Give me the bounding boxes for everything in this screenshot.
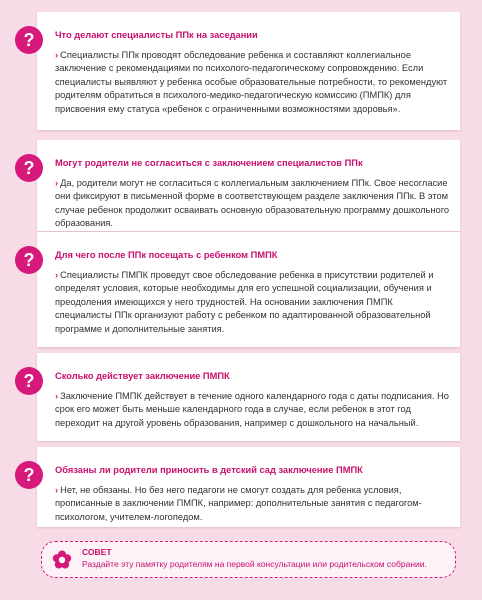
faq-card-4 [23, 353, 460, 441]
faq-card-title: Могут родители не согласиться с заключением специалистов ППк [55, 158, 363, 168]
faq-card-text: Специалисты ПМПК проведут свое обследование ребенка в присутствии родителей и определят условия, которые необходимы для его успешной социализации, обучения и преодоления имеющихся у него трудностей. На основании заключения ПМПК специалисты ППк организуют работу с ребенком по адаптированной образовательной программе и дополнительные занятия. [55, 270, 434, 334]
faq-card-answer [55, 177, 452, 231]
bullet-arrow-icon: › [55, 178, 59, 188]
faq-card-2 [23, 140, 460, 231]
faq-card-title: Обязаны ли родители приносить в детский сад заключение ПМПК [55, 465, 363, 475]
flower-icon [52, 550, 72, 570]
bullet-arrow-icon: › [55, 391, 59, 401]
faq-card-5 [23, 447, 460, 527]
faq-card-answer [55, 269, 452, 336]
faq-card-answer [55, 49, 452, 116]
tip-text: Раздайте эту памятку родителям на первой консультации или родительском собрании. [82, 559, 427, 569]
faq-card-answer [55, 390, 452, 430]
tip-box [41, 541, 456, 578]
question-icon: ? [15, 26, 43, 54]
question-icon: ? [15, 367, 43, 395]
faq-card-3 [23, 232, 460, 347]
faq-card-answer [55, 484, 452, 524]
faq-card-text: Да, родители могут не согласиться с коллегиальным заключением ППк. Свое несогласие они фиксируют в письменной форме в соответствующем разделе заключения ППк. В этом случае ребенок продолжит осваивать основную образовательную программу дошкольного образования. [55, 178, 450, 229]
bullet-arrow-icon: › [55, 485, 59, 495]
faq-card-text: Специалисты ППк проводят обследование ребенка и составляют коллегиальное заключение с рекомендациями по психолого-педагогическому сопровождению. Если специалисты выявляют у ребенка особые образовательные потребности, то рекомендуют родителям обратиться в психолого-медико-педагогическую комиссию (ПМПК) для присвоения ему статуса «ребенок с ограниченными возможностями здоровья». [55, 50, 448, 114]
question-icon: ? [15, 246, 43, 274]
question-icon: ? [15, 154, 43, 182]
faq-card-text: Нет, не обязаны. Но без него педагоги не смогут создать для ребенка условия, прописанные в заключении ПМПК, например: дополнительные занятия с педагогом-психологом, учителем-логопедом. [55, 485, 422, 522]
faq-card-1 [23, 12, 460, 130]
faq-card-title: Сколько действует заключение ПМПК [55, 371, 230, 381]
faq-card-title: Что делают специалисты ППк на заседании [55, 30, 258, 40]
bullet-arrow-icon: › [55, 270, 59, 280]
faq-card-title: Для чего после ППк посещать с ребенком ПМПК [55, 250, 278, 260]
tip-title: СОВЕТ [82, 547, 112, 557]
bullet-arrow-icon: › [55, 50, 59, 60]
question-icon: ? [15, 461, 43, 489]
faq-card-text: Заключение ПМПК действует в течение одного календарного года с даты подписания. Но срок его может быть меньше календарного года в случае, если ребенок в этот год переходит на другой уровень образования, например с дошкольного на начальный. [55, 391, 449, 428]
